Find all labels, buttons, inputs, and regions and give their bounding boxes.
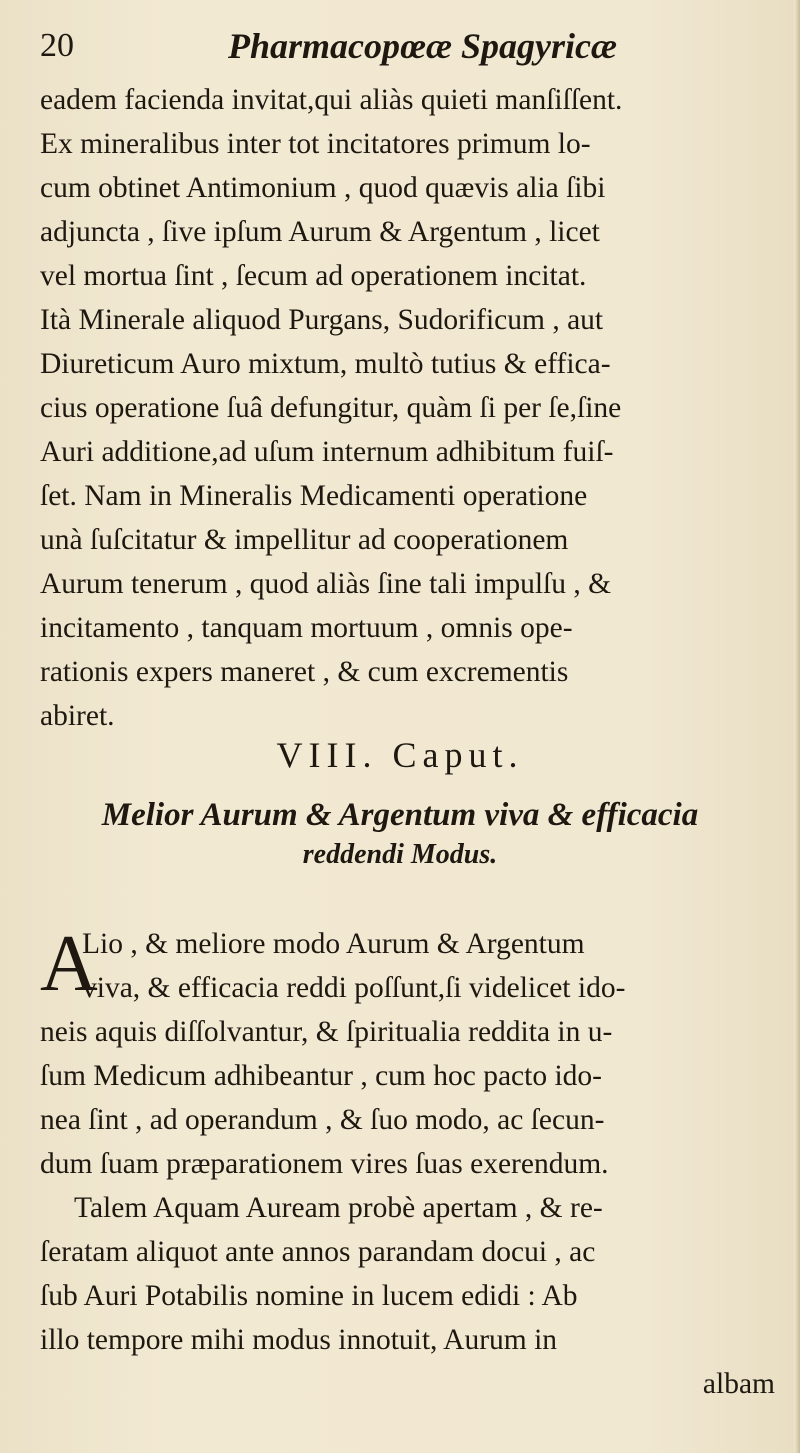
text-line: viva, & efficacia reddi poſſunt,ſi videlicet ido- (82, 972, 626, 1004)
text-line: cum obtinet Antimonium , quod quævis alia ſibi (40, 172, 606, 204)
chapter-title-line-1: Melior Aurum & Argentum viva & efficacia (101, 797, 699, 833)
text-line: ſub Auri Potabilis nomine in lucem edidi : Ab (40, 1280, 578, 1312)
text-line: dum ſuam præparationem vires ſuas exerendum. (40, 1148, 609, 1180)
drop-cap: A (40, 920, 98, 1008)
text-line: unà ſuſcitatur & impellitur ad cooperationem (40, 524, 569, 556)
text-line: abiret. (40, 700, 115, 732)
chapter-heading: VIII. Caput. (276, 735, 524, 775)
text-line: nea ſint , ad operandum , & ſuo modo, ac ſecun- (40, 1104, 605, 1136)
running-head (40, 22, 760, 70)
paragraph-3 (40, 1186, 785, 1406)
text-line: Auri additione,ad uſum internum adhibitum fuiſ- (40, 436, 614, 468)
running-title: Pharmacopœæ Spagyricæ (228, 26, 617, 66)
text-line: Talem Aquam Auream probè apertam , & re- (74, 1192, 603, 1224)
text-line: adjuncta , ſive ipſum Aurum & Argentum , licet (40, 216, 600, 248)
chapter-body (40, 922, 785, 1406)
text-line: Lio , & meliore modo Aurum & Argentum (82, 928, 585, 960)
catchword: albam (702, 1368, 775, 1400)
text-line: vel mortua ſint , ſecum ad operationem incitat. (40, 260, 587, 292)
page-number: 20 (40, 27, 74, 64)
text-line: Diureticum Auro mixtum, multò tutius & effica- (40, 348, 611, 380)
text-line: neis aquis diſſolvantur, & ſpiritualia reddita in u- (40, 1016, 613, 1048)
text-line: illo tempore mihi modus innotuit, Aurum in (40, 1324, 558, 1356)
paragraph-1 (40, 78, 785, 738)
text-line: rationis expers maneret , & cum excrementis (40, 656, 569, 688)
text-line: Aurum tenerum , quod aliàs ſine tali impulſu , & (40, 568, 612, 600)
text-line: eadem facienda invitat,qui aliàs quieti manſiſſent. (40, 84, 623, 116)
text-line: cius operatione ſuâ defungitur, quàm ſi per ſe,ſine (40, 392, 622, 424)
text-line: ſet. Nam in Mineralis Medicamenti operatione (40, 480, 588, 512)
page-edge (794, 0, 800, 1453)
text-line: incitamento , tanquam mortuum , omnis ope- (40, 612, 573, 644)
paragraph-2 (40, 922, 785, 1186)
text-line: Ità Minerale aliquod Purgans, Sudorificum , aut (40, 304, 604, 336)
text-line: ſum Medicum adhibeantur , cum hoc pacto ido- (40, 1060, 602, 1092)
chapter-title (0, 794, 800, 874)
chapter-title-line-2: reddendi Modus. (302, 839, 498, 870)
text-line: Ex mineralibus inter tot incitatores primum lo- (40, 128, 591, 160)
text-line: ſeratam aliquot ante annos parandam docui , ac (40, 1236, 596, 1268)
